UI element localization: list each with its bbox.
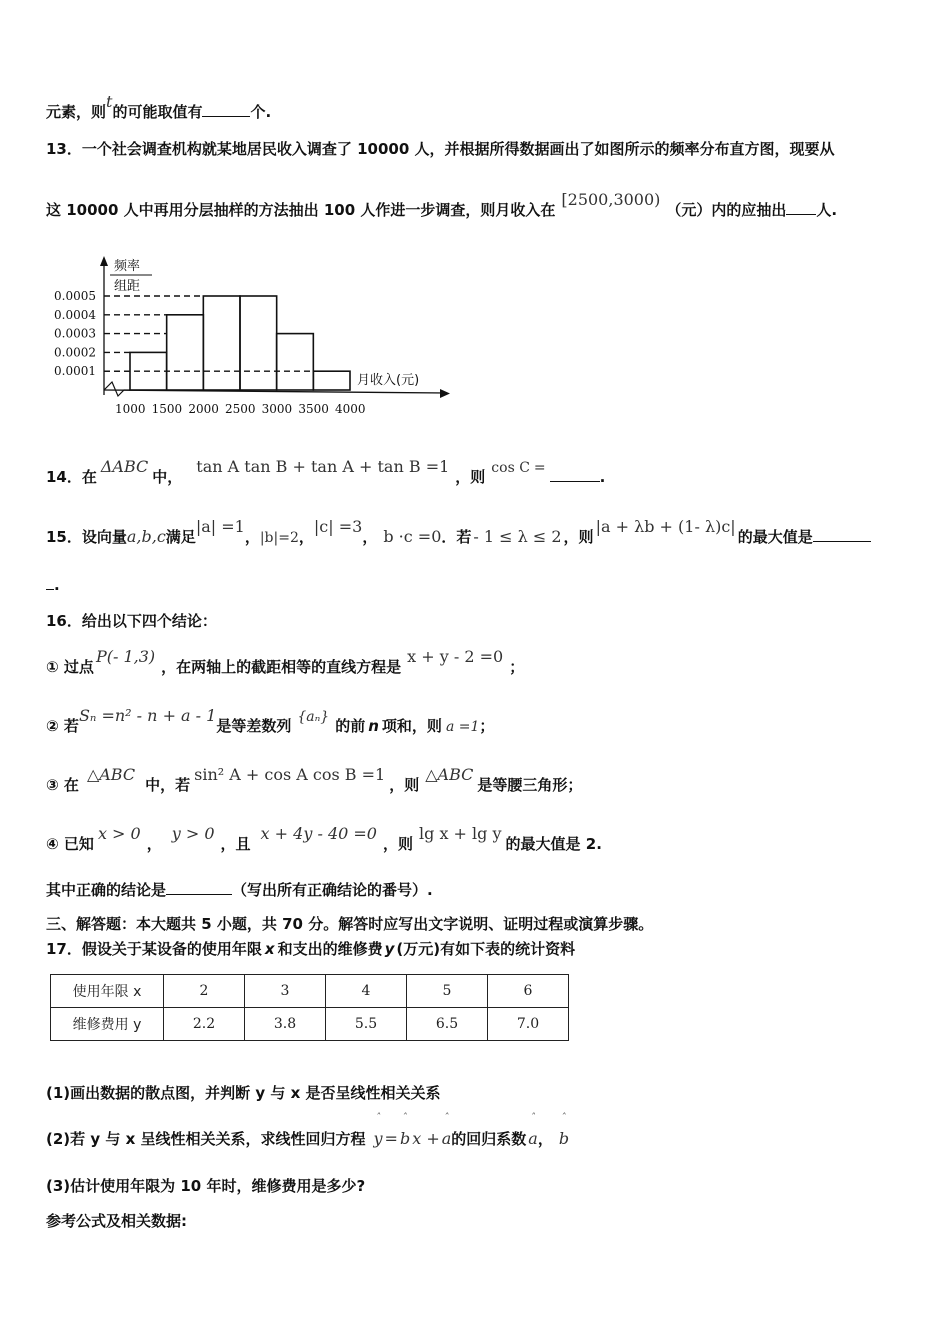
- q16-s2-equation: Sₙ =n² - n + a - 1: [78, 706, 217, 725]
- q12-text-b: 的可能取值有: [112, 103, 203, 121]
- q14-cos-c: cos C: [491, 460, 530, 476]
- q16-s3-text: 是等腰三角形；: [477, 776, 583, 794]
- q16-statement-3: [46, 765, 583, 795]
- y-tick-label: 0.0001: [54, 364, 96, 379]
- q13-text-a: 这 10000 人中再用分层抽样的方法抽出 100 人作进一步调查，则月收入在: [46, 201, 556, 219]
- q16-statement-2: [46, 706, 495, 736]
- table-row: [51, 1008, 569, 1041]
- q15-wrap-dot: .: [54, 576, 60, 594]
- q17-data-table: [50, 974, 569, 1041]
- q17-part2: [46, 1128, 569, 1149]
- q15-if: ．若: [441, 528, 472, 546]
- y-tick-label: 0.0004: [54, 307, 96, 322]
- table-cell: 5.5: [326, 1008, 407, 1041]
- frequency-histogram: [52, 250, 462, 420]
- q16-s3-if: 中，若: [145, 776, 191, 794]
- q17-p2-coef-a: ˆ a: [528, 1129, 538, 1148]
- x-axis-arrow: [440, 389, 450, 398]
- y-tick-label: 0.0002: [54, 345, 96, 360]
- x-tick-label: 2500: [225, 402, 256, 416]
- histogram-bar: [313, 371, 350, 390]
- table-cell: 2.2: [164, 1008, 245, 1041]
- q16-conclusion-note: （写出所有正确结论的番号）.: [232, 881, 433, 899]
- x-tick-label: 4000: [335, 402, 366, 416]
- q16-s4-then: ，则: [382, 835, 413, 853]
- table-head-x: 使用年限 x: [51, 975, 164, 1008]
- q15-range: - 1 ≤ λ ≤ 2: [473, 527, 562, 546]
- q16-conclusion: [46, 879, 433, 900]
- q16-s3-equation: sin² A + cos A cos B =1: [194, 765, 386, 784]
- q17-p2-y-hat: ˆ y: [374, 1129, 383, 1148]
- q13-answer-blank: [786, 214, 816, 215]
- q16-s1-point: P(- 1,3): [95, 647, 156, 666]
- q16-s1-equation: x + y - 2 =0: [407, 647, 504, 666]
- q17-intro-c: (万元)有如下表的统计资料: [396, 940, 576, 958]
- q17-reference: 参考公式及相关数据:: [46, 1212, 187, 1230]
- q16-conclusion-text: 其中正确的结论是: [46, 881, 167, 899]
- q15-expression: |a + λb + (1- λ)c|: [595, 517, 736, 536]
- q15-cond-c: |c| =3: [313, 517, 363, 536]
- q16-statement-4: [46, 824, 602, 854]
- q17-intro-y: y: [384, 940, 395, 958]
- q16-s4-prefix: ④ 已知: [46, 835, 94, 853]
- q17-part3: (3)估计使用年限为 10 年时，维修费用是多少?: [46, 1177, 366, 1195]
- q17-p2-coef-b: ˆ b: [559, 1129, 569, 1148]
- q14-equation: tan A tan B + tan A + tan B =1: [196, 457, 450, 476]
- q17-p2-sep: ，: [537, 1130, 553, 1148]
- q17-intro-x: x: [264, 940, 275, 958]
- q16-s2-sequence: {aₙ}: [297, 709, 330, 725]
- q16-title: 16．给出以下四个结论：: [46, 612, 217, 630]
- y-axis-label-top: 频率: [114, 259, 141, 274]
- x-tick-label: 1500: [151, 402, 183, 416]
- q14-equals: =: [533, 460, 546, 476]
- q16-s2-n: n: [368, 717, 379, 735]
- q17-p2-a-hat: ˆ a: [442, 1129, 452, 1148]
- q16-s4-and: ，且: [220, 835, 251, 853]
- q15-sep-3: ，: [362, 528, 378, 546]
- q13-text-c: 人.: [816, 201, 838, 219]
- x-tick-label: 3500: [298, 402, 329, 416]
- table-cell: 5: [407, 975, 488, 1008]
- y-tick-label: 0.0003: [54, 326, 96, 341]
- q15-wrap-line: [46, 576, 60, 594]
- q16-s2-value: a =1: [445, 719, 480, 735]
- q17-p2-text: (2)若 y 与 x 呈线性相关关系，求线性回归方程: [46, 1130, 366, 1148]
- section3-header: 三、解答题：本大题共 5 小题，共 70 分。解答时应写出文字说明、证明过程或演算步骤。: [46, 915, 654, 933]
- table-cell: 4: [326, 975, 407, 1008]
- histogram-bar: [203, 296, 240, 390]
- q15-cond-dot: b ·c =0: [383, 527, 442, 546]
- q15-prefix: 15．设向量: [46, 528, 127, 546]
- q13-line2: [46, 190, 838, 220]
- q16-s4-text: 的最大值是 2.: [505, 835, 602, 853]
- q16-s4-lg: lg x + lg y: [419, 824, 502, 843]
- q16-s3-triangle: △ABC: [86, 765, 136, 784]
- q15-answer-blank: [813, 541, 871, 542]
- table-cell: 2: [164, 975, 245, 1008]
- histogram-bar: [277, 334, 314, 390]
- table-cell: 7.0: [488, 1008, 569, 1041]
- histogram-bar: [167, 315, 204, 390]
- q14-line: [46, 457, 606, 487]
- q14-mid: 中，: [152, 468, 183, 486]
- q14-end: .: [599, 468, 606, 486]
- q16-s4-equation: x + 4y - 40 =0: [260, 824, 377, 843]
- q15-cond-b: |b|=2: [259, 530, 299, 546]
- q16-s4-comma: ，: [146, 835, 162, 853]
- q17-p2-x: x +: [412, 1129, 440, 1148]
- q16-s3-then: ，则: [389, 776, 420, 794]
- q12-answer-blank: [202, 116, 250, 117]
- q15-then: ，则: [563, 528, 594, 546]
- q16-statement-1: [46, 647, 525, 677]
- q17-intro: [46, 938, 575, 959]
- q14-triangle: ΔABC: [100, 457, 149, 476]
- q14-answer-blank: [550, 481, 600, 482]
- q16-s3-prefix: ③ 在: [46, 776, 79, 794]
- q16-s1-prefix: ① 过点: [46, 658, 94, 676]
- q12-tail-line: [46, 92, 272, 122]
- q17-intro-a: 17．假设关于某设备的使用年限: [46, 940, 262, 958]
- q16-s4-y: y > 0: [171, 824, 215, 843]
- q16-s2-prefix: ② 若: [46, 717, 79, 735]
- x-tick-label: 1000: [115, 402, 146, 416]
- x-tick-label: 2000: [188, 402, 219, 416]
- q16-s2-end: ；: [479, 717, 495, 735]
- q17-p2-equals: =: [384, 1129, 398, 1148]
- table-cell: 6.5: [407, 1008, 488, 1041]
- q15-sep-1: ，: [244, 528, 260, 546]
- q15-max: 的最大值是: [737, 528, 813, 546]
- histogram-bar: [240, 296, 277, 390]
- table-head-y: 维修费用 y: [51, 1008, 164, 1041]
- table-cell: 3: [245, 975, 326, 1008]
- q16-s2-sum: 项和，则: [381, 717, 442, 735]
- q12-text-c: 个.: [250, 103, 272, 121]
- x-axis-label: 月收入(元): [357, 373, 420, 388]
- q16-s2-text: 是等差数列: [216, 717, 292, 735]
- y-axis-label-bottom: 组距: [114, 279, 141, 294]
- q12-text-a: 元素，则: [46, 103, 107, 121]
- q13-text-b: （元）内的应抽出: [666, 201, 787, 219]
- q16-s2-front: 的前: [335, 717, 366, 735]
- q15-cond-a: |a| =1: [195, 517, 245, 536]
- q14-then: ，则: [455, 468, 486, 486]
- q16-s3-triangle-2: △ABC: [425, 765, 474, 784]
- q17-p2-b-hat: ˆ b: [400, 1129, 410, 1148]
- q16-s1-end: ；: [509, 658, 525, 676]
- q15-sep-2: ，: [298, 528, 314, 546]
- y-axis-arrow: [100, 256, 108, 266]
- q16-s4-x: x > 0: [97, 824, 141, 843]
- q17-part1: (1)画出数据的散点图，并判断 y 与 x 是否呈线性相关关系: [46, 1084, 441, 1102]
- q13-line1: 13．一个社会调查机构就某地居民收入调查了 10000 人，并根据所得数据画出了如图所示的频率分布直方图，现要从: [46, 140, 835, 158]
- axis-break-mark: [104, 382, 130, 396]
- q15-vectors: a,b,c: [126, 527, 166, 546]
- table-cell: 6: [488, 975, 569, 1008]
- q14-prefix: 14．在: [46, 468, 97, 486]
- q17-intro-b: 和支出的维修费: [277, 940, 383, 958]
- q17-p2-coef-text: 的回归系数: [451, 1130, 527, 1148]
- q13-interval: [2500,3000): [561, 190, 661, 209]
- q12-var-t: t: [106, 92, 113, 111]
- q16-s1-text: ，在两轴上的截距相等的直线方程是: [161, 658, 402, 676]
- q15-satisfy: 满足: [165, 528, 196, 546]
- table-row: [51, 975, 569, 1008]
- q15-answer-blank-wrap: [46, 589, 54, 590]
- table-cell: 3.8: [245, 1008, 326, 1041]
- q16-answer-blank: [166, 894, 232, 895]
- y-tick-label: 0.0005: [54, 289, 96, 303]
- q15-line: [46, 517, 871, 547]
- x-tick-label: 3000: [261, 402, 293, 416]
